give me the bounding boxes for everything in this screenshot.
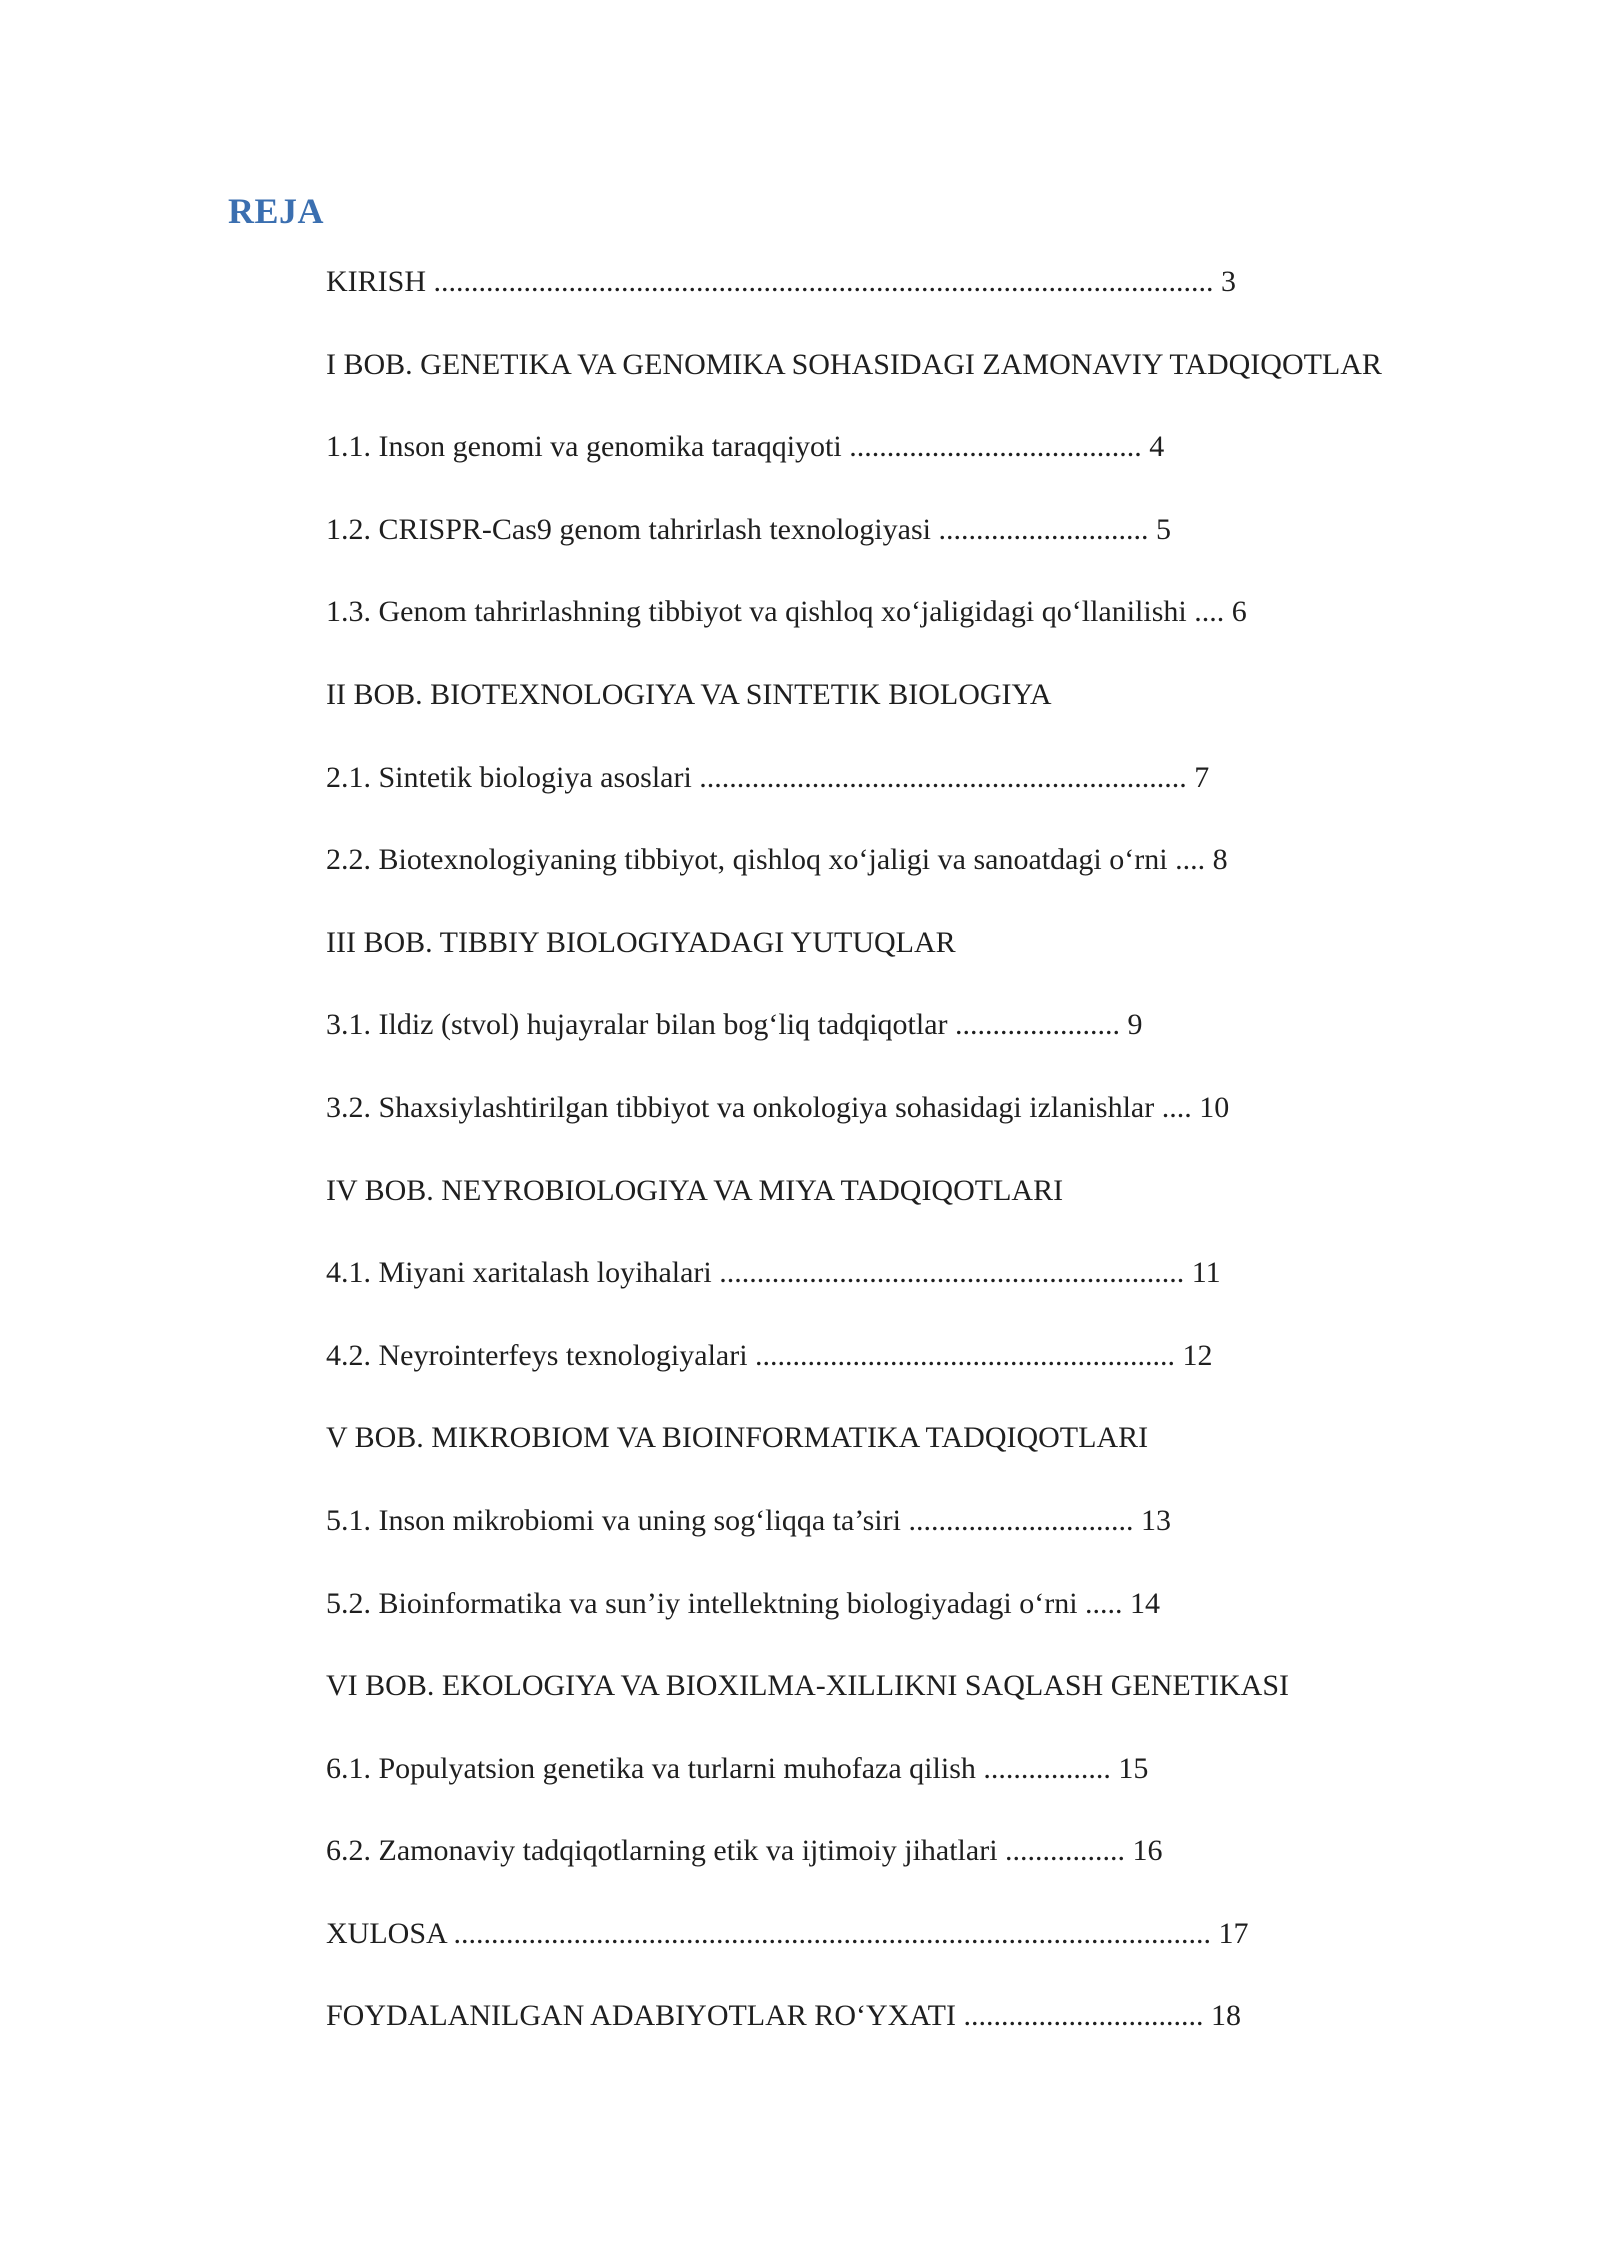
toc-entry: 6.2. Zamonaviy tadqiqotlarning etik va ijtimoiy jihatlari ................ 16 — [326, 1834, 1163, 1868]
toc-entry: 3.2. Shaxsiylashtirilgan tibbiyot va onkologiya sohasidagi izlanishlar .... 10 — [326, 1090, 1230, 1124]
toc-entry: 1.3. Genom tahrirlashning tibbiyot va qishloq xo‘jaligidagi qo‘llanilishi .... 6 — [326, 595, 1247, 629]
table-of-contents — [326, 262, 1586, 2079]
toc-entry: III BOB. TIBBIY BIOLOGIYADAGI YUTUQLAR — [326, 925, 956, 959]
toc-entry: V BOB. MIKROBIOM VA BIOINFORMATIKA TADQIQOTLARI — [326, 1421, 1149, 1455]
toc-entry: 3.1. Ildiz (stvol) hujayralar bilan bog‘liq tadqiqotlar ...................... 9 — [326, 1008, 1143, 1042]
toc-entry: FOYDALANILGAN ADABIYOTLAR RO‘YXATI ................................ 18 — [326, 1999, 1241, 2033]
toc-entry: XULOSA ..................................................................................................... 17 — [326, 1916, 1249, 1950]
toc-entry: 5.2. Bioinformatika va sun’iy intellektning biologiyadagi o‘rni ..... 14 — [326, 1586, 1161, 1620]
toc-entry: 5.1. Inson mikrobiomi va uning sog‘liqqa ta’siri .............................. 13 — [326, 1503, 1171, 1537]
page-title: REJA — [228, 191, 325, 231]
toc-entry: II BOB. BIOTEXNOLOGIYA VA SINTETIK BIOLOGIYA — [326, 677, 1052, 711]
toc-entry: 2.2. Biotexnologiyaning tibbiyot, qishloq xo‘jaligi va sanoatdagi o‘rni .... 8 — [326, 843, 1228, 877]
toc-entry: IV BOB. NEYROBIOLOGIYA VA MIYA TADQIQOTLARI — [326, 1173, 1064, 1207]
toc-entry: KIRISH ........................................................................................................ 3 — [326, 265, 1237, 298]
toc-entry: 1.2. CRISPR-Cas9 genom tahrirlash texnologiyasi ............................ 5 — [326, 512, 1171, 546]
toc-entry: 2.1. Sintetik biologiya asoslari ................................................................. 7 — [326, 760, 1210, 794]
toc-entry: 1.1. Inson genomi va genomika taraqqiyoti ....................................... 4 — [326, 430, 1165, 464]
toc-entry: I BOB. GENETIKA VA GENOMIKA SOHASIDAGI ZAMONAVIY TADQIQOTLAR — [326, 347, 1382, 381]
toc-entry: 6.1. Populyatsion genetika va turlarni muhofaza qilish ................. 15 — [326, 1751, 1149, 1785]
toc-entry: 4.1. Miyani xaritalash loyihalari .............................................................. 11 — [326, 1256, 1221, 1290]
toc-entry: VI BOB. EKOLOGIYA VA BIOXILMA-XILLIKNI SAQLASH GENETIKASI — [326, 1669, 1290, 1703]
toc-entry: 4.2. Neyrointerfeys texnologiyalari ........................................................ 12 — [326, 1338, 1213, 1372]
